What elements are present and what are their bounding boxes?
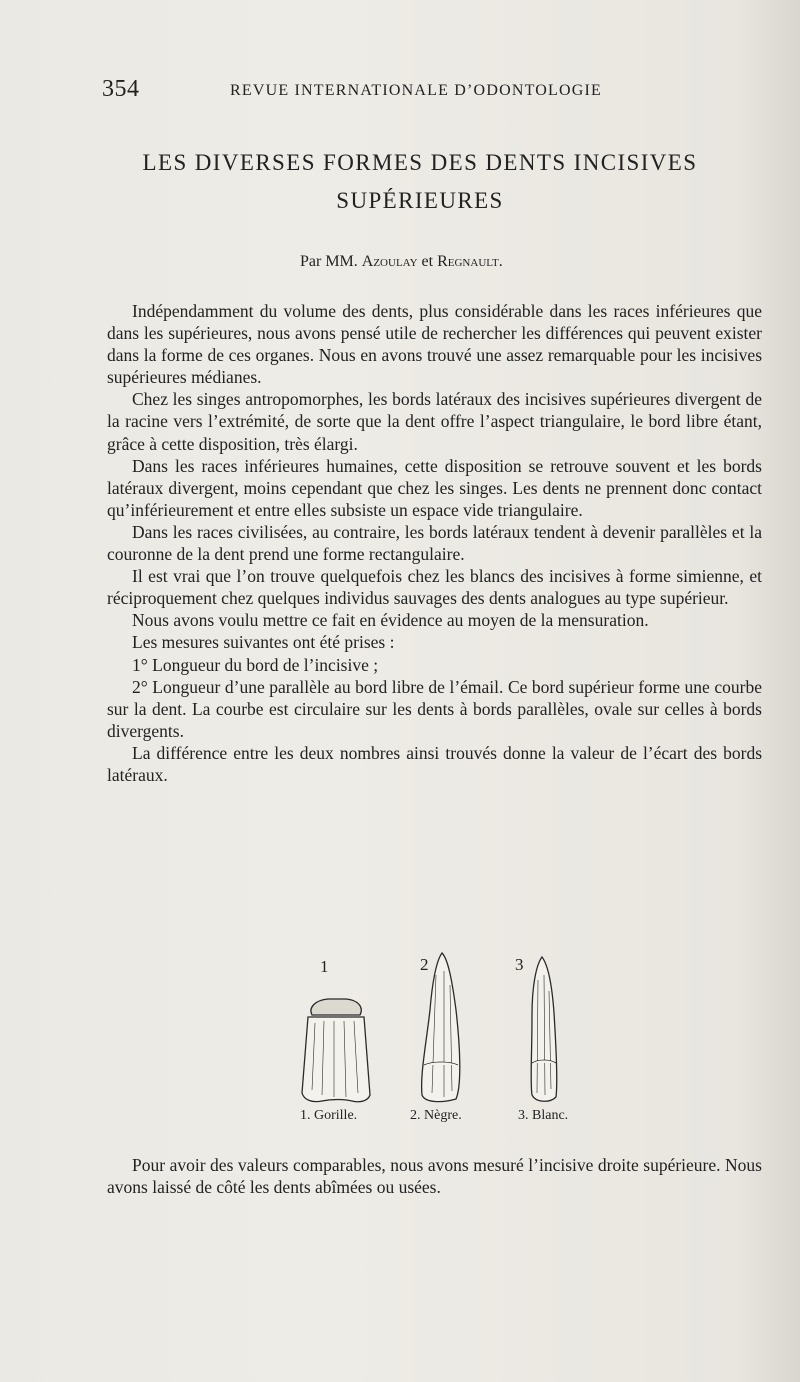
white-tooth: [531, 957, 557, 1101]
paragraph: Les mesures suivantes ont été prises :: [132, 632, 395, 653]
figure-label-3: 3: [515, 955, 524, 974]
teeth-figure: [260, 895, 620, 1125]
paragraph: Dans les races civilisées, au contraire, les bords latéraux tendent à devenir parallèles et la couronne de la dent prend une forme rectangulaire.: [107, 521, 762, 565]
author-regnault: Regnault.: [437, 253, 503, 270]
teeth-illustration: [260, 895, 620, 1105]
negro-tooth: [422, 953, 460, 1102]
figure-label-2: 2: [420, 955, 429, 974]
paragraph: Chez les singes antropomorphes, les bords latéraux des incisives supérieures divergent de la racine vers l’extrémité, de sorte que la dent offre l’aspect triangulaire, le bord libre étant, grâce à cette disposition, très élargi.: [107, 389, 762, 454]
paragraph: Nous avons voulu mettre ce fait en évidence au moyen de la mensuration.: [132, 610, 649, 631]
paragraph: 1° Longueur du bord de l’incisive ;: [132, 654, 379, 675]
paragraph: La différence entre les deux nombres ainsi trouvés donne la valeur de l’écart des bords latéraux.: [107, 742, 762, 785]
author-azoulay: Azoulay: [361, 253, 418, 270]
caption-gorilla: 1. Gorille.: [300, 1108, 358, 1123]
closing-text: [107, 1154, 762, 1198]
caption-white: 3. Blanc.: [518, 1108, 569, 1123]
authors-line: [300, 253, 503, 271]
article-title: [0, 150, 800, 214]
running-head: REVUE INTERNATIONALE D’ODONTOLOGIE: [230, 82, 603, 99]
page-number: 354: [102, 76, 140, 102]
page-header: [102, 76, 760, 106]
gorilla-tooth: [302, 999, 370, 1102]
paragraph: Indépendamment du volume des dents, plus considérable dans les races inférieures que dans les supérieures, nous avons pensé utile de rechercher les différences qui peuvent exister dans la forme de ces organes. Nous en avons trouvé une assez remarquable pour les incisives supérieures médianes.: [107, 301, 762, 388]
authors-prefix: Par MM.: [300, 253, 358, 270]
paragraph: Dans les races inférieures humaines, cette disposition se retrouve souvent et les bords latéraux divergent, moins cependant que chez les singes. Les dents ne prennent donc contact qu’inférieurement et entre elles subsiste un espace vide triangulaire.: [107, 455, 762, 520]
article-body: [107, 300, 762, 786]
paragraph: Pour avoir des valeurs comparables, nous avons mesuré l’incisive droite supérieure. Nous avons laissé de côté les dents abîmées ou usées.: [107, 1155, 762, 1198]
paragraph: 2° Longueur d’une parallèle au bord libre de l’émail. Ce bord supérieur forme une courbe sur la dent. La courbe est circulaire sur les dents à bords parallèles, ovale sur celles à bords divergents.: [107, 676, 762, 741]
paragraph: Il est vrai que l’on trouve quelquefois chez les blancs des incisives à forme simienne, et réciproquement chez quelques individus sauvages des dents analogues au type supérieur.: [107, 566, 762, 609]
title-line-2: SUPÉRIEURES: [336, 188, 504, 213]
figure-label-1: 1: [320, 957, 329, 976]
title-line-1: LES DIVERSES FORMES DES DENTS INCISIVES: [142, 150, 698, 175]
authors-conjunction: et: [421, 253, 434, 270]
caption-negro: 2. Nègre.: [410, 1108, 462, 1123]
